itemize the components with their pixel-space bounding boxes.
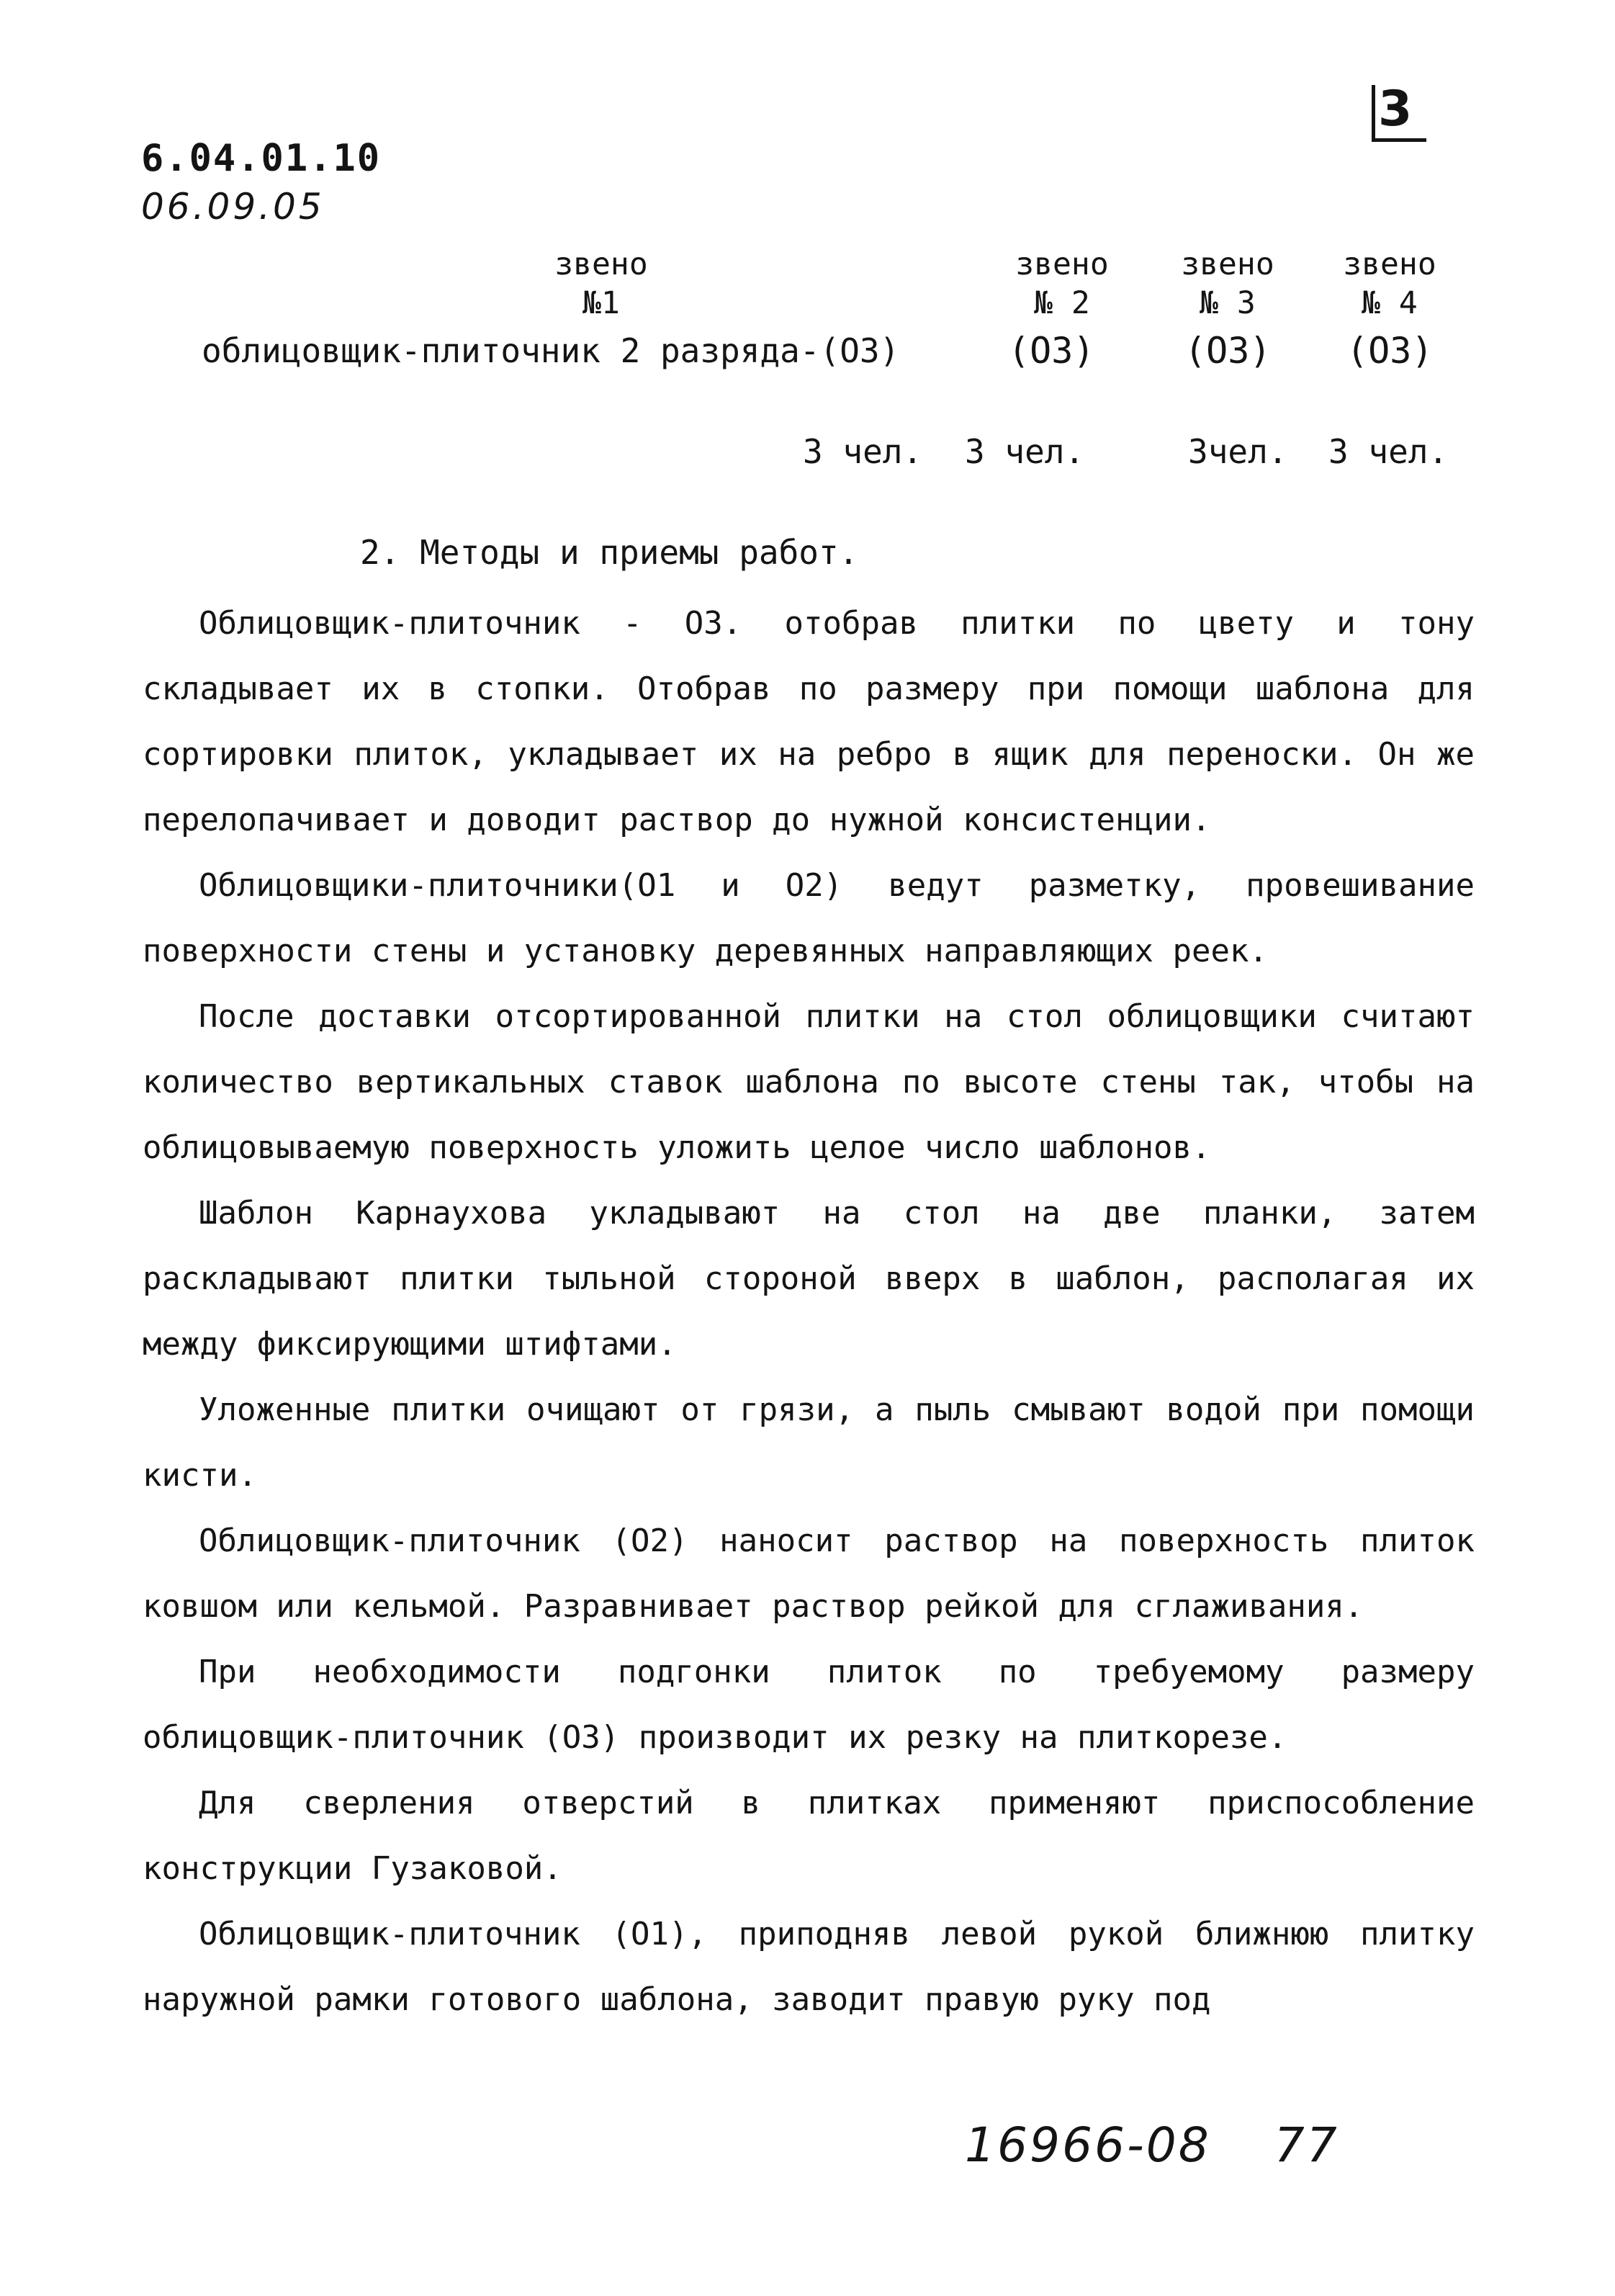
crew-people-2: 3 чел. bbox=[965, 432, 1085, 471]
crew-number: № 4 bbox=[1362, 285, 1418, 321]
crew-number: № 2 bbox=[1034, 285, 1090, 321]
paragraph: Облицовщик-плиточник (О1), приподняв левой рукой ближнюю плитку наружной рамки готового шаблона, заводит правую руку под bbox=[143, 1916, 1475, 2018]
crew-number: № 3 bbox=[1200, 285, 1256, 321]
crew-people-3: 3чел. bbox=[1188, 432, 1288, 471]
crew-header-3 bbox=[1166, 245, 1289, 323]
crew-people-4: 3 чел. bbox=[1328, 432, 1449, 471]
crew-header-1 bbox=[544, 245, 659, 323]
page-number: 77 bbox=[1274, 2117, 1339, 2173]
crew-label: звено bbox=[1015, 246, 1109, 282]
paragraph: Облицовщик-плиточник - О3. отобрав плитки по цвету и тону складывает их в стопки. Отобрав по размеру при помощи шаблона для сортировки плиток, укладывает их на ребро в ящик для переноски. Он же перелопачивает и доводит раствор до нужной консистенции. bbox=[143, 605, 1475, 838]
paragraph: После доставки отсортированной плитки на стол облицовщики считают количество вертикальных ставок шаблона по высоте стены так, чтобы на облицовываемую поверхность уложить целое число шаблонов. bbox=[143, 998, 1475, 1166]
paragraph: Уложенные плитки очищают от грязи, а пыль смывают водой при помощи кисти. bbox=[143, 1391, 1475, 1494]
page-corner-mark: 3 bbox=[1372, 85, 1426, 142]
section-title: 2. Методы и приемы работ. bbox=[360, 533, 859, 572]
footer-inventory-number bbox=[965, 2117, 1339, 2173]
inventory-number: 16966-08 bbox=[965, 2117, 1211, 2173]
crew-label: звено bbox=[1343, 246, 1436, 282]
paragraph: Облицовщик-плиточник (О2) наносит раствор на поверхность плиток ковшом или кельмой. Разравнивает раствор рейкой для сглаживания. bbox=[143, 1523, 1475, 1625]
crew-label: звено bbox=[554, 246, 648, 282]
document-code: 6.04.01.10 bbox=[141, 137, 382, 180]
crew-code-2: (О3) bbox=[1008, 330, 1095, 372]
document-date: 06.09.05 bbox=[141, 186, 325, 228]
crew-code-3: (О3) bbox=[1184, 330, 1272, 372]
crew-header-4 bbox=[1328, 245, 1451, 323]
paragraph: При необходимости подгонки плиток по требуемому размеру облицовщик-плиточник (О3) производит их резку на плиткорезе. bbox=[143, 1654, 1475, 1756]
crew-header-2 bbox=[1001, 245, 1123, 323]
crew-number: №1 bbox=[582, 285, 620, 321]
paragraph: Облицовщики-плиточники(О1 и О2) ведут разметку, провешивание поверхности стены и установку деревянных направляющих реек. bbox=[143, 867, 1475, 969]
crew-worker-row: облицовщик-плиточник 2 разряда-(О3) bbox=[202, 331, 900, 370]
body-text bbox=[143, 591, 1475, 2032]
paragraph: Для сверления отверстий в плитках применяют приспособление конструкции Гузаковой. bbox=[143, 1785, 1475, 1887]
crew-people-1: 3 чел. bbox=[803, 432, 923, 471]
paragraph: Шаблон Карнаухова укладывают на стол на две планки, затем раскладывают плитки тыльной стороной вверх в шаблон, располагая их между фиксирующими штифтами. bbox=[143, 1195, 1475, 1363]
crew-label: звено bbox=[1181, 246, 1274, 282]
crew-code-4: (О3) bbox=[1346, 330, 1434, 372]
